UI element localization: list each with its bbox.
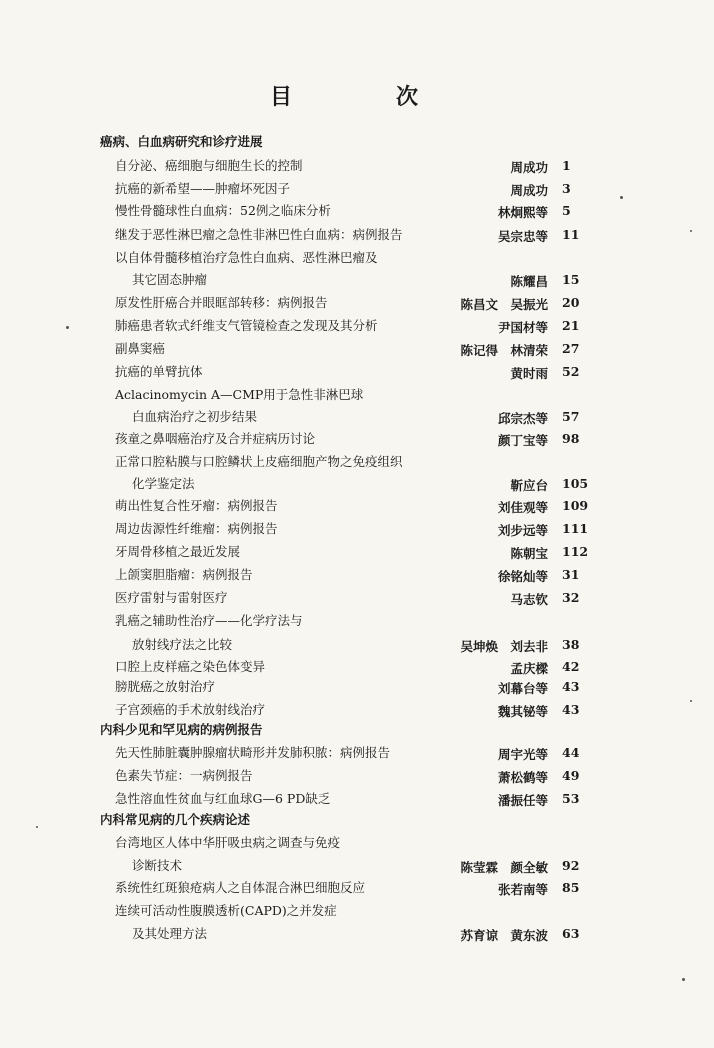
toc-entry-title: 自分泌、癌细胞与细胞生长的控制 [115, 158, 303, 173]
toc-entry-title: 继发于恶性淋巴瘤之急性非淋巴性白血病：病例报告 [115, 227, 403, 242]
toc-entry-title: 放射线疗法之比较 [132, 637, 233, 652]
toc-entry-title: 萌出性复合性牙瘤：病例报告 [115, 498, 278, 513]
toc-entry-title: 周边齿源性纤维瘤：病例报告 [115, 521, 278, 536]
toc-entry-page: 85 [562, 880, 580, 895]
toc-entry-title: 其它固态肿瘤 [132, 272, 208, 287]
toc-entry-title: 化学鉴定法 [132, 476, 195, 491]
toc-entry-page: 42 [562, 659, 580, 674]
toc-entry-page: 5 [562, 203, 571, 218]
toc-entry-author: 魏其铋等 [497, 704, 548, 719]
toc-entry-page: 57 [562, 409, 580, 424]
toc-entry-title: 急性溶血性贫血与红血球G—6 PD缺乏 [115, 791, 331, 806]
toc-entry-author: 陈耀昌 [510, 274, 548, 289]
toc-entry-page: 112 [562, 544, 589, 559]
toc-entry-author: 吴宗忠等 [497, 229, 548, 244]
toc-entry-author: 林炯熙等 [497, 205, 548, 220]
toc-entry-title: 色素失节症：一病例报告 [115, 768, 253, 783]
toc-entry-title: 先天性肺脏囊肿腺瘤状畸形并发肺积脓：病例报告 [115, 745, 391, 760]
toc-entry-author: 马志钦 [510, 592, 548, 607]
toc-entry-page: 52 [562, 364, 580, 379]
toc-entry-author: 吴坤焕 刘去非 [460, 639, 548, 654]
toc-entry-author: 靳应台 [510, 478, 548, 493]
toc-entry-author: 徐铭灿等 [497, 569, 548, 584]
section-heading: 内科少见和罕见病的病例报告 [100, 722, 263, 737]
toc-entry-title: 抗癌的单臂抗体 [115, 364, 203, 379]
toc-entry-title: 诊断技术 [132, 858, 183, 873]
toc-entry-title: 乳癌之辅助性治疗——化学疗法与 [115, 613, 303, 628]
toc-entry-title: 膀胱癌之放射治疗 [115, 679, 216, 694]
toc-entry-title: 医疗雷射与雷射医疗 [115, 590, 228, 605]
toc-entry-title: 原发性肝癌合并眼眶部转移：病例报告 [115, 295, 328, 310]
toc-entry-page: 109 [562, 498, 589, 513]
toc-entry-author: 陈朝宝 [510, 546, 548, 561]
toc-entry-page: 111 [562, 521, 589, 536]
toc-entry-page: 44 [562, 745, 580, 760]
toc-entry-page: 43 [562, 679, 580, 694]
toc-entry-page: 49 [562, 768, 580, 783]
toc-entry-title: 抗癌的新希望——肿瘤坏死因子 [115, 181, 291, 196]
toc-entry-page: 38 [562, 637, 580, 652]
toc-title-left: 目 [270, 84, 295, 110]
scan-speck [36, 826, 38, 828]
toc-entry-title: 连续可活动性腹膜透析(CAPD)之并发症 [115, 903, 337, 918]
toc-entry-page: 92 [562, 858, 580, 873]
toc-entry-title: 台湾地区人体中华肝吸虫病之调查与免疫 [115, 835, 341, 850]
toc-entry-title: Aclacinomycin A—CMP用于急性非淋巴球 [115, 387, 364, 402]
toc-entry-author: 颜丁宝等 [497, 433, 548, 448]
toc-entry-title: 子宫颈癌的手术放射线治疗 [115, 702, 266, 717]
toc-entry-page: 27 [562, 341, 580, 356]
toc-entry-page: 43 [562, 702, 580, 717]
toc-entry-author: 陈昌文 吴振光 [460, 297, 548, 312]
toc-entry-author: 周成功 [510, 160, 548, 175]
toc-entry-page: 20 [562, 295, 580, 310]
toc-entry-author: 邱宗杰等 [497, 411, 548, 426]
toc-entry-page: 98 [562, 431, 580, 446]
toc-entry-author: 刘佳观等 [497, 500, 548, 515]
toc-entry-author: 黄时雨 [510, 366, 548, 381]
toc-entry-author: 周宇光等 [497, 747, 548, 762]
toc-entry-page: 31 [562, 567, 580, 582]
toc-entry-title: 以自体骨髓移植治疗急性白血病、恶性淋巴瘤及 [115, 250, 378, 265]
toc-entry-page: 32 [562, 590, 580, 605]
toc-entry-title: 口腔上皮样癌之染色体变异 [115, 659, 266, 674]
toc-entry-author: 孟庆樑 [510, 661, 548, 676]
toc-entry-author: 萧松鹤等 [497, 770, 548, 785]
toc-entry-title: 副鼻窦癌 [115, 341, 166, 356]
toc-entry-author: 尹国材等 [497, 320, 548, 335]
toc-entry-page: 11 [562, 227, 580, 242]
toc-entry-page: 1 [562, 158, 571, 173]
toc-entry-page: 63 [562, 926, 580, 941]
toc-entry-author: 潘振任等 [497, 793, 548, 808]
scan-speck [682, 978, 685, 981]
section-heading: 癌病、白血病研究和诊疗进展 [100, 134, 263, 149]
toc-entry-author: 陈记得 林清荣 [460, 343, 548, 358]
toc-entry-page: 53 [562, 791, 580, 806]
toc-entry-title: 孩童之鼻咽癌治疗及合并症病历讨论 [115, 431, 316, 446]
toc-entry-author: 周成功 [510, 183, 548, 198]
toc-entry-page: 21 [562, 318, 580, 333]
toc-entry-title: 系统性红斑狼疮病人之自体混合淋巴细胞反应 [115, 880, 366, 895]
scan-speck [66, 326, 69, 329]
toc-entry-page: 3 [562, 181, 571, 196]
toc-entry-author: 张若南等 [497, 882, 548, 897]
toc-title-right: 次 [396, 84, 421, 110]
toc-entry-page: 105 [562, 476, 589, 491]
toc-entry-author: 刘步远等 [497, 523, 548, 538]
toc-entry-author: 陈莹霖 颜全敏 [460, 860, 548, 875]
scan-speck [620, 196, 623, 199]
toc-entry-title: 白血病治疗之初步结果 [132, 409, 258, 424]
toc-entry-title: 上颌窦胆脂瘤：病例报告 [115, 567, 253, 582]
scan-speck [690, 230, 692, 232]
toc-entry-author: 刘幕台等 [497, 681, 548, 696]
toc-entry-title: 正常口腔粘膜与口腔鳞状上皮癌细胞产物之免疫组织 [115, 454, 403, 469]
toc-entry-title: 牙周骨移植之最近发展 [115, 544, 241, 559]
toc-entry-title: 慢性骨髓球性白血病：52例之临床分析 [115, 203, 331, 218]
section-heading: 内科常见病的几个疾病论述 [100, 812, 251, 827]
toc-entry-page: 15 [562, 272, 580, 287]
toc-entry-title: 肺癌患者软式纤维支气管镜检查之发现及其分析 [115, 318, 378, 333]
scan-speck [690, 700, 692, 702]
toc-entry-title: 及其处理方法 [132, 926, 208, 941]
toc-entry-author: 苏育谅 黄东波 [460, 928, 548, 943]
